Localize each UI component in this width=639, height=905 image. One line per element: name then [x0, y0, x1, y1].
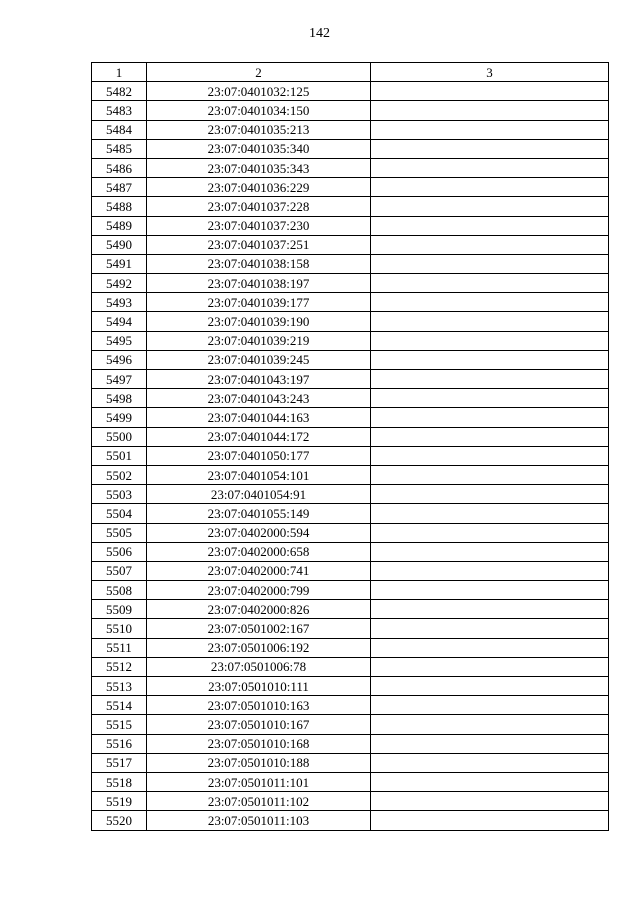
- table-row: [92, 811, 609, 830]
- column-header-1: 1: [92, 63, 147, 82]
- table-row: [92, 101, 609, 120]
- cell-note: [371, 389, 609, 408]
- cell-cadastral-number: 23:07:0401036:229: [147, 178, 371, 197]
- table-row: [92, 753, 609, 772]
- cell-note: [371, 254, 609, 273]
- cell-row-number: 5519: [92, 792, 147, 811]
- cell-cadastral-number: 23:07:0401034:150: [147, 101, 371, 120]
- registry-table: [91, 62, 609, 831]
- cell-row-number: 5500: [92, 427, 147, 446]
- table-row: [92, 715, 609, 734]
- table-row: [92, 350, 609, 369]
- cell-row-number: 5491: [92, 254, 147, 273]
- cell-note: [371, 772, 609, 791]
- cell-cadastral-number: 23:07:0401039:245: [147, 350, 371, 369]
- table-row: [92, 178, 609, 197]
- cell-row-number: 5509: [92, 600, 147, 619]
- table-row: [92, 427, 609, 446]
- cell-note: [371, 216, 609, 235]
- table-row: [92, 465, 609, 484]
- table-row: [92, 677, 609, 696]
- cell-note: [371, 158, 609, 177]
- cell-note: [371, 408, 609, 427]
- table-row: [92, 446, 609, 465]
- cell-cadastral-number: 23:07:0402000:799: [147, 581, 371, 600]
- cell-note: [371, 370, 609, 389]
- cell-cadastral-number: 23:07:0401055:149: [147, 504, 371, 523]
- cell-cadastral-number: 23:07:0401050:177: [147, 446, 371, 465]
- table-row: [92, 581, 609, 600]
- cell-note: [371, 677, 609, 696]
- cell-note: [371, 657, 609, 676]
- table-row: [92, 254, 609, 273]
- cell-cadastral-number: 23:07:0401038:158: [147, 254, 371, 273]
- table-row: [92, 120, 609, 139]
- cell-cadastral-number: 23:07:0401035:340: [147, 139, 371, 158]
- cell-note: [371, 82, 609, 101]
- cell-note: [371, 350, 609, 369]
- cell-note: [371, 638, 609, 657]
- cell-row-number: 5496: [92, 350, 147, 369]
- cell-row-number: 5502: [92, 465, 147, 484]
- cell-cadastral-number: 23:07:0402000:741: [147, 561, 371, 580]
- cell-row-number: 5518: [92, 772, 147, 791]
- cell-note: [371, 811, 609, 830]
- cell-note: [371, 715, 609, 734]
- cell-note: [371, 446, 609, 465]
- cell-cadastral-number: 23:07:0501010:163: [147, 696, 371, 715]
- table-row: [92, 696, 609, 715]
- cell-note: [371, 600, 609, 619]
- cell-row-number: 5517: [92, 753, 147, 772]
- table-row: [92, 734, 609, 753]
- cell-cadastral-number: 23:07:0401032:125: [147, 82, 371, 101]
- cell-row-number: 5515: [92, 715, 147, 734]
- cell-cadastral-number: 23:07:0401044:163: [147, 408, 371, 427]
- cell-cadastral-number: 23:07:0401039:219: [147, 331, 371, 350]
- table-row: [92, 139, 609, 158]
- table-row: [92, 600, 609, 619]
- cell-row-number: 5494: [92, 312, 147, 331]
- table-row: [92, 331, 609, 350]
- cell-row-number: 5484: [92, 120, 147, 139]
- table-row: [92, 561, 609, 580]
- cell-row-number: 5493: [92, 293, 147, 312]
- cell-cadastral-number: 23:07:0501011:101: [147, 772, 371, 791]
- table-row: [92, 158, 609, 177]
- table-header-row: [92, 63, 609, 82]
- table-row: [92, 504, 609, 523]
- cell-note: [371, 792, 609, 811]
- cell-note: [371, 523, 609, 542]
- cell-row-number: 5489: [92, 216, 147, 235]
- cell-cadastral-number: 23:07:0501010:167: [147, 715, 371, 734]
- table-row: [92, 523, 609, 542]
- cell-cadastral-number: 23:07:0501002:167: [147, 619, 371, 638]
- table-row: [92, 274, 609, 293]
- column-header-3: 3: [371, 63, 609, 82]
- cell-note: [371, 120, 609, 139]
- cell-cadastral-number: 23:07:0501006:192: [147, 638, 371, 657]
- cell-cadastral-number: 23:07:0402000:594: [147, 523, 371, 542]
- cell-row-number: 5504: [92, 504, 147, 523]
- cell-cadastral-number: 23:07:0402000:658: [147, 542, 371, 561]
- column-header-2: 2: [147, 63, 371, 82]
- table-row: [92, 293, 609, 312]
- table-row: [92, 619, 609, 638]
- cell-cadastral-number: 23:07:0501010:188: [147, 753, 371, 772]
- cell-note: [371, 139, 609, 158]
- cell-cadastral-number: 23:07:0401038:197: [147, 274, 371, 293]
- cell-row-number: 5514: [92, 696, 147, 715]
- cell-row-number: 5499: [92, 408, 147, 427]
- cell-note: [371, 561, 609, 580]
- cell-cadastral-number: 23:07:0501006:78: [147, 657, 371, 676]
- cell-row-number: 5490: [92, 235, 147, 254]
- cell-row-number: 5507: [92, 561, 147, 580]
- table-row: [92, 216, 609, 235]
- cell-note: [371, 312, 609, 331]
- cell-cadastral-number: 23:07:0401039:190: [147, 312, 371, 331]
- cell-cadastral-number: 23:07:0501011:102: [147, 792, 371, 811]
- table-row: [92, 408, 609, 427]
- table-row: [92, 657, 609, 676]
- cell-note: [371, 274, 609, 293]
- cell-cadastral-number: 23:07:0401037:228: [147, 197, 371, 216]
- cell-note: [371, 619, 609, 638]
- table-row: [92, 197, 609, 216]
- table-row: [92, 638, 609, 657]
- cell-row-number: 5508: [92, 581, 147, 600]
- cell-cadastral-number: 23:07:0501010:168: [147, 734, 371, 753]
- cell-row-number: 5510: [92, 619, 147, 638]
- cell-row-number: 5512: [92, 657, 147, 676]
- cell-row-number: 5485: [92, 139, 147, 158]
- table-row: [92, 235, 609, 254]
- cell-row-number: 5511: [92, 638, 147, 657]
- cell-note: [371, 197, 609, 216]
- cell-row-number: 5497: [92, 370, 147, 389]
- table-row: [92, 312, 609, 331]
- cell-cadastral-number: 23:07:0401043:197: [147, 370, 371, 389]
- cell-note: [371, 753, 609, 772]
- cell-cadastral-number: 23:07:0501010:111: [147, 677, 371, 696]
- cell-row-number: 5516: [92, 734, 147, 753]
- cell-note: [371, 734, 609, 753]
- cell-note: [371, 235, 609, 254]
- cell-cadastral-number: 23:07:0401035:213: [147, 120, 371, 139]
- cell-row-number: 5483: [92, 101, 147, 120]
- cell-cadastral-number: 23:07:0401054:101: [147, 465, 371, 484]
- cell-row-number: 5487: [92, 178, 147, 197]
- cell-note: [371, 331, 609, 350]
- cell-cadastral-number: 23:07:0401035:343: [147, 158, 371, 177]
- cell-cadastral-number: 23:07:0401037:251: [147, 235, 371, 254]
- cell-row-number: 5495: [92, 331, 147, 350]
- table-body: [92, 82, 609, 830]
- cell-row-number: 5482: [92, 82, 147, 101]
- cell-note: [371, 293, 609, 312]
- table-row: [92, 370, 609, 389]
- cell-note: [371, 581, 609, 600]
- cell-cadastral-number: 23:07:0401054:91: [147, 485, 371, 504]
- cell-row-number: 5513: [92, 677, 147, 696]
- cell-cadastral-number: 23:07:0401043:243: [147, 389, 371, 408]
- cell-row-number: 5505: [92, 523, 147, 542]
- table-row: [92, 542, 609, 561]
- table-row: [92, 389, 609, 408]
- cell-cadastral-number: 23:07:0401044:172: [147, 427, 371, 446]
- cell-note: [371, 485, 609, 504]
- table-row: [92, 792, 609, 811]
- cell-note: [371, 696, 609, 715]
- table-row: [92, 772, 609, 791]
- cell-note: [371, 178, 609, 197]
- cell-note: [371, 101, 609, 120]
- table-row: [92, 82, 609, 101]
- cell-cadastral-number: 23:07:0501011:103: [147, 811, 371, 830]
- cell-row-number: 5488: [92, 197, 147, 216]
- cell-note: [371, 465, 609, 484]
- table-row: [92, 485, 609, 504]
- cell-note: [371, 504, 609, 523]
- cell-note: [371, 542, 609, 561]
- cell-row-number: 5503: [92, 485, 147, 504]
- cell-row-number: 5498: [92, 389, 147, 408]
- cell-row-number: 5506: [92, 542, 147, 561]
- cell-cadastral-number: 23:07:0402000:826: [147, 600, 371, 619]
- cell-cadastral-number: 23:07:0401039:177: [147, 293, 371, 312]
- cell-row-number: 5492: [92, 274, 147, 293]
- cell-row-number: 5501: [92, 446, 147, 465]
- cell-row-number: 5520: [92, 811, 147, 830]
- cell-row-number: 5486: [92, 158, 147, 177]
- page-number: 142: [309, 26, 330, 41]
- cell-cadastral-number: 23:07:0401037:230: [147, 216, 371, 235]
- cell-note: [371, 427, 609, 446]
